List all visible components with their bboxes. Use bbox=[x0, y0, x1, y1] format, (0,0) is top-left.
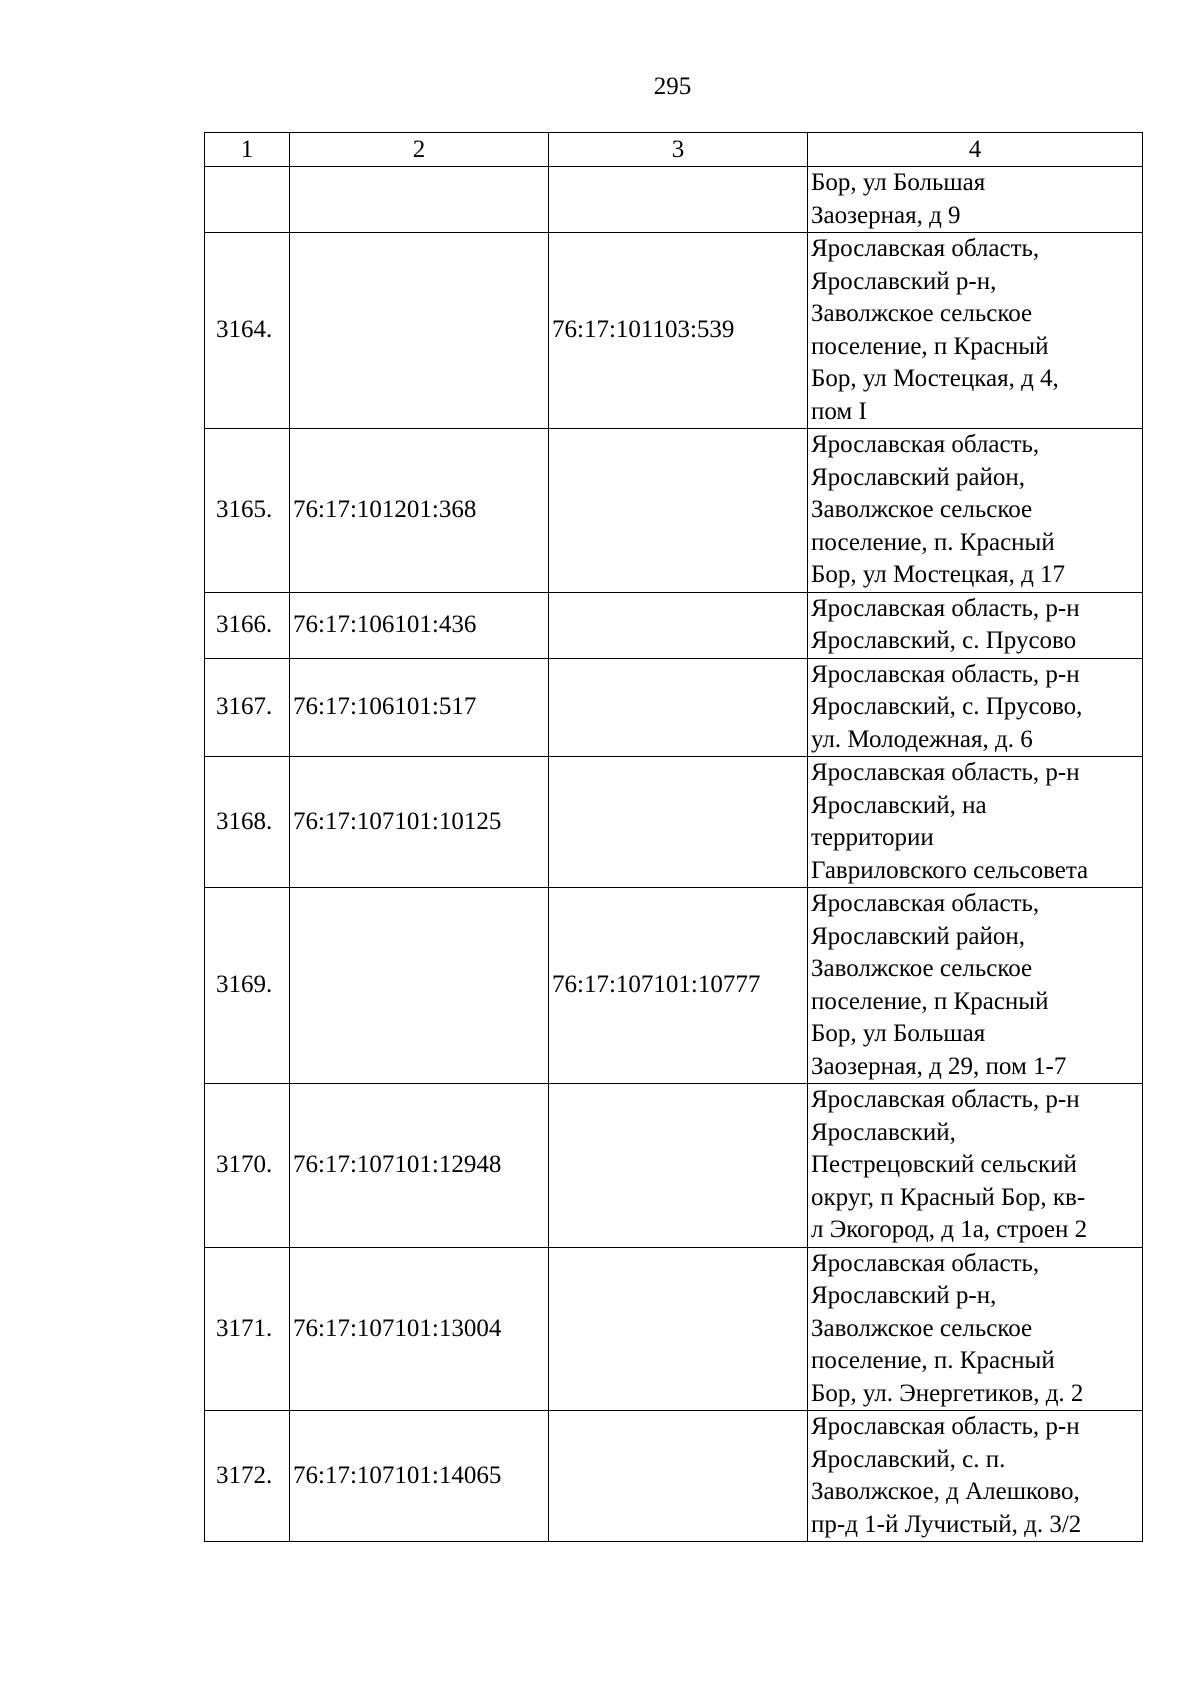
address-line: территории bbox=[811, 824, 934, 851]
address-line: Бор, ул Большая bbox=[811, 169, 986, 196]
address-line: Ярославский р-н, bbox=[811, 1282, 997, 1309]
column-header-3: 3 bbox=[549, 133, 808, 167]
registry-table bbox=[204, 132, 1143, 1542]
cadastral-number-cell: 76:17:107101:10125 bbox=[290, 757, 549, 888]
address-cell bbox=[808, 888, 1143, 1084]
address-line: Ярославский, с. Прусово, bbox=[811, 693, 1083, 720]
address-line: Ярославский р-н, bbox=[811, 267, 997, 295]
address-line: Заволжское сельское bbox=[811, 955, 1033, 982]
table-header-row bbox=[205, 133, 1143, 167]
address-line: Заозерная, д 9 bbox=[811, 201, 961, 229]
address-line: Ярославская область, р-н bbox=[811, 660, 1080, 688]
cadastral-number-cell: 76:17:107101:14065 bbox=[290, 1411, 549, 1542]
address-line: Ярославский, с. п. bbox=[811, 1445, 1006, 1473]
object-cadastral-number-cell: 76:17:107101:10777 bbox=[549, 888, 808, 1084]
row-number-cell: 3171. bbox=[205, 1247, 290, 1411]
address-line: Ярославский район, bbox=[811, 922, 1025, 950]
object-cadastral-number-cell bbox=[549, 658, 808, 757]
table-row bbox=[205, 888, 1143, 1084]
address-line: Заволжское сельское bbox=[811, 1314, 1033, 1342]
object-cadastral-number-cell bbox=[549, 1084, 808, 1248]
table-row bbox=[205, 233, 1143, 429]
address-line: ул. Молодежная, д. 6 bbox=[811, 725, 1033, 753]
row-number-cell: 3168. bbox=[205, 757, 290, 888]
address-line: пом I bbox=[811, 397, 867, 425]
cadastral-number-cell bbox=[290, 167, 549, 233]
address-line: Бор, ул Мостецкая, д 17 bbox=[811, 561, 1066, 588]
address-line: Ярославская область, bbox=[811, 1249, 1040, 1277]
address-line: Заволжское сельское bbox=[811, 496, 1033, 523]
cadastral-number-cell bbox=[290, 888, 549, 1084]
object-cadastral-number-cell bbox=[549, 592, 808, 658]
table-row bbox=[205, 1084, 1143, 1248]
table-row bbox=[205, 757, 1143, 888]
address-line: Ярославская область, р-н bbox=[811, 594, 1080, 622]
column-header-2: 2 bbox=[290, 133, 549, 167]
address-cell bbox=[808, 429, 1143, 593]
address-line: Пестрецовский сельский bbox=[811, 1151, 1077, 1178]
row-number-cell: 3169. bbox=[205, 888, 290, 1084]
row-number-cell: 3167. bbox=[205, 658, 290, 757]
address-line: пр-д 1-й Лучистый, д. 3/2 bbox=[811, 1510, 1082, 1538]
address-line: поселение, п. Красный bbox=[811, 1347, 1055, 1374]
table-row bbox=[205, 592, 1143, 658]
object-cadastral-number-cell bbox=[549, 757, 808, 888]
object-cadastral-number-cell bbox=[549, 167, 808, 233]
address-cell bbox=[808, 1411, 1143, 1542]
cadastral-number-cell: 76:17:101201:368 bbox=[290, 429, 549, 593]
row-number-cell: 3170. bbox=[205, 1084, 290, 1248]
object-cadastral-number-cell bbox=[549, 1247, 808, 1411]
cadastral-number-cell: 76:17:107101:13004 bbox=[290, 1247, 549, 1411]
address-line: Ярославская область, р-н bbox=[811, 759, 1080, 786]
address-line: Заволжское, д Алешково, bbox=[811, 1478, 1080, 1505]
address-line: Ярославская область, bbox=[811, 890, 1040, 917]
row-number-cell: 3165. bbox=[205, 429, 290, 593]
row-number-cell: 3164. bbox=[205, 233, 290, 429]
address-line: Ярославский, с. Прусово bbox=[811, 627, 1077, 654]
address-line: Ярославский, на bbox=[811, 791, 987, 819]
address-line: Ярославский, bbox=[811, 1118, 956, 1146]
address-line: поселение, п. Красный bbox=[811, 528, 1055, 556]
address-line: Ярославская область, bbox=[811, 235, 1040, 262]
cadastral-number-cell: 76:17:107101:12948 bbox=[290, 1084, 549, 1248]
address-line: поселение, п Красный bbox=[811, 332, 1049, 360]
address-cell bbox=[808, 1247, 1143, 1411]
address-line: поселение, п Красный bbox=[811, 987, 1049, 1015]
address-line: л Экогород, д 1а, строен 2 bbox=[811, 1216, 1088, 1243]
cadastral-number-cell bbox=[290, 233, 549, 429]
address-cell bbox=[808, 592, 1143, 658]
address-line: Гавриловского сельсовета bbox=[811, 856, 1089, 884]
address-cell bbox=[808, 1084, 1143, 1248]
table-row bbox=[205, 429, 1143, 593]
address-cell bbox=[808, 658, 1143, 757]
address-line: Бор, ул. Энергетиков, д. 2 bbox=[811, 1379, 1084, 1407]
address-line: Бор, ул Большая bbox=[811, 1020, 986, 1047]
address-line: Заозерная, д 29, пом 1-7 bbox=[811, 1052, 1067, 1080]
table-row bbox=[205, 1411, 1143, 1542]
row-number-cell: 3166. bbox=[205, 592, 290, 658]
address-line: Ярославский район, bbox=[811, 463, 1025, 491]
address-line: Ярославская область, р-н bbox=[811, 1086, 1080, 1113]
table-row bbox=[205, 658, 1143, 757]
address-line: Бор, ул Мостецкая, д 4, bbox=[811, 365, 1059, 392]
address-line: округ, п Красный Бор, кв- bbox=[811, 1183, 1086, 1211]
address-line: Заволжское сельское bbox=[811, 300, 1033, 327]
object-cadastral-number-cell bbox=[549, 429, 808, 593]
object-cadastral-number-cell bbox=[549, 1411, 808, 1542]
table-body bbox=[205, 133, 1143, 1542]
row-number-cell: 3172. bbox=[205, 1411, 290, 1542]
table-row bbox=[205, 1247, 1143, 1411]
address-line: Ярославская область, bbox=[811, 431, 1040, 458]
object-cadastral-number-cell: 76:17:101103:539 bbox=[549, 233, 808, 429]
table-row bbox=[205, 167, 1143, 233]
page-number: 295 bbox=[653, 73, 692, 100]
cadastral-number-cell: 76:17:106101:436 bbox=[290, 592, 549, 658]
address-cell bbox=[808, 757, 1143, 888]
address-cell bbox=[808, 167, 1143, 233]
cadastral-number-cell: 76:17:106101:517 bbox=[290, 658, 549, 757]
address-cell bbox=[808, 233, 1143, 429]
row-number-cell bbox=[205, 167, 290, 233]
address-line: Ярославская область, р-н bbox=[811, 1413, 1080, 1440]
column-header-4: 4 bbox=[808, 133, 1143, 167]
column-header-1: 1 bbox=[205, 133, 290, 167]
